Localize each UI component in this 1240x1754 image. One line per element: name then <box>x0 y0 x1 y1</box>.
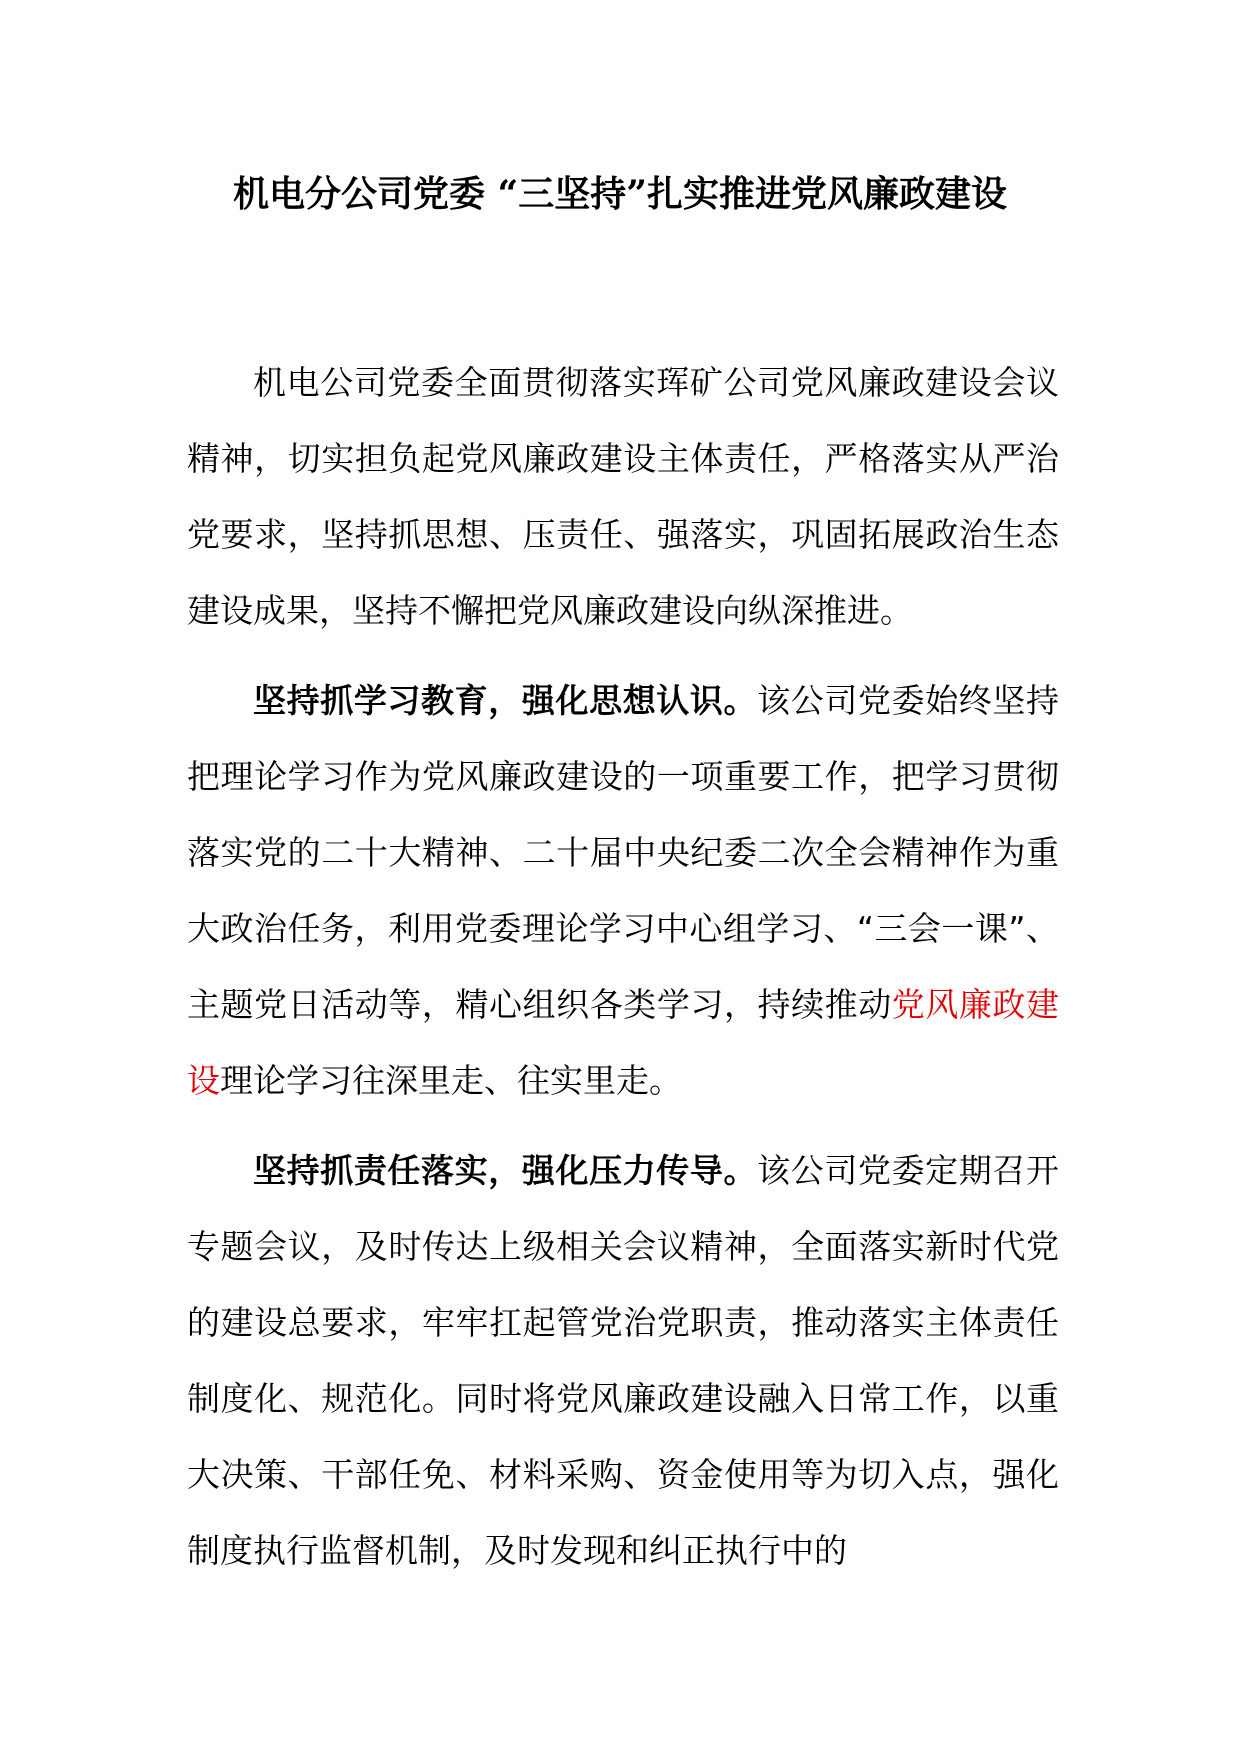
paragraph-text: 该公司党委定期召开专题会议，及时传达上级相关会议精神，全面落实新时代党的建设总要求，牢牢扛起管党治党职责，推动落实主体责任制度化、规范化。同时将党风廉政建设融入日常工作，以重大决策、干部任免、材料采购、资金使用等为切入点，强化制度执行监督机制，及时发现和纠正执行中的 <box>187 1151 1060 1570</box>
paragraph-text-after: 理论学习往深里走、往实里走。 <box>220 1061 682 1100</box>
paragraph-lead: 坚持抓责任落实，强化压力传导。 <box>253 1151 758 1190</box>
document-body <box>187 345 1059 1603</box>
document-title: 机电分公司党委 “三坚持”扎实推进党风廉政建设 <box>233 173 1007 215</box>
paragraph-text: 该公司党委始终坚持把理论学习作为党风廉政建设的一项重要工作，把学习贯彻落实党的二十大精神、二十届中央纪委二次全会精神作为重大政治任务，利用党委理论学习中心组学习、“三会一课”、主题党日活动等，精心组织各类学习，持续推动 <box>187 681 1060 1024</box>
paragraph-intro <box>187 345 1059 649</box>
paragraph-responsibility <box>187 1133 1059 1589</box>
paragraph-text: 机电公司党委全面贯彻落实珲矿公司党风廉政建设会议精神，切实担负起党风廉政建设主体责任，严格落实从严治党要求，坚持抓思想、压责任、强落实，巩固拓展政治生态建设成果，坚持不懈把党风廉政建设向纵深推进。 <box>187 363 1059 630</box>
paragraph-study-education <box>187 663 1059 1119</box>
paragraph-lead: 坚持抓学习教育，强化思想认识。 <box>253 681 758 720</box>
highlighted-link-text[interactable]: 党风廉政建设 <box>187 985 1060 1100</box>
